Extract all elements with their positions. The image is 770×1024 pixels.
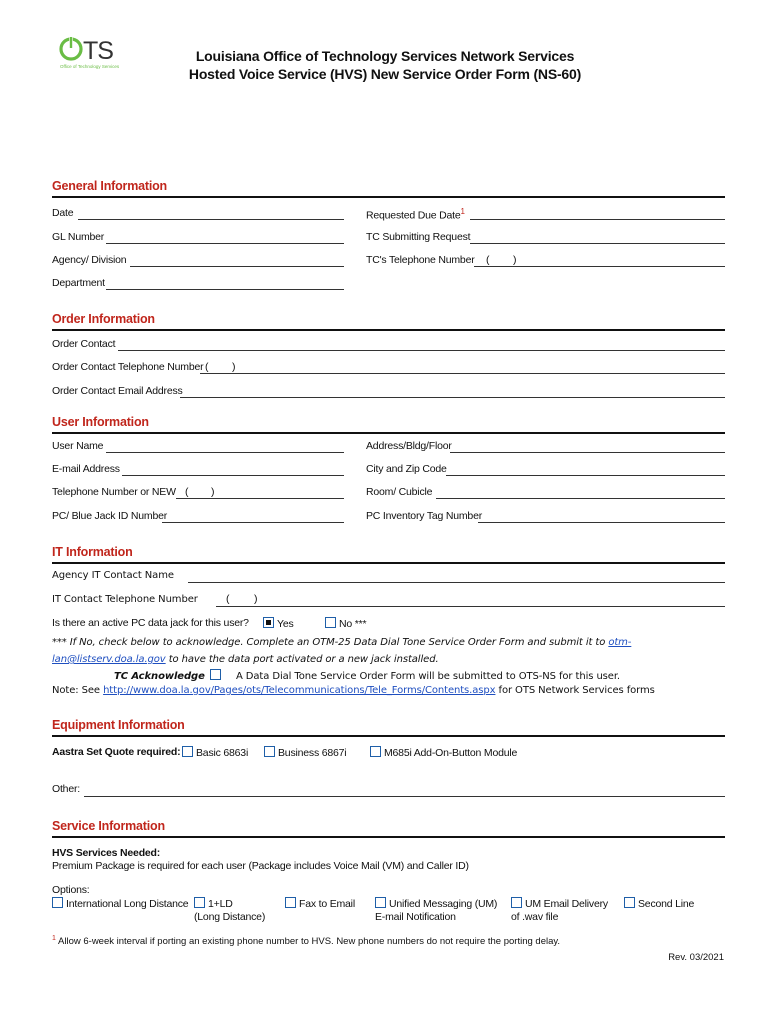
second-line-label: Second Line — [638, 898, 695, 910]
tc-acknowledge-checkbox[interactable] — [210, 669, 221, 680]
fax-email-checkbox[interactable] — [285, 897, 296, 908]
footnote: $^1$ Allow 6-week interval if porting an existing phone number to HVS. New phone numbers do not require the porting delay. — [52, 935, 561, 948]
department-label: Department — [52, 277, 105, 289]
business-6867i-checkbox[interactable] — [264, 746, 275, 757]
room-label: Room/ Cubicle — [366, 486, 433, 498]
business-6867i-label: Business 6867i — [278, 747, 347, 759]
tc-acknowledge-row — [114, 669, 620, 682]
it-phone-field[interactable] — [216, 606, 725, 607]
m685i-option[interactable] — [370, 746, 517, 759]
it-contact-label: Agency IT Contact Name — [52, 570, 174, 581]
user-name-field[interactable] — [106, 452, 344, 453]
jack-id-label: PC/ Blue Jack ID Number — [52, 510, 168, 522]
order-rule — [52, 329, 725, 331]
user-phone-paren-close: ) — [211, 486, 215, 498]
fax-email-label: Fax to Email — [299, 898, 355, 910]
tc-submitting-label: TC Submitting Request — [366, 231, 471, 243]
fax-email-option[interactable] — [285, 897, 355, 910]
email-label: E-mail Address — [52, 463, 120, 475]
yes-checkbox[interactable] — [263, 617, 274, 628]
listserv-link-part1[interactable]: otm- — [608, 637, 632, 648]
it-phone-paren-open: ( — [226, 593, 230, 605]
agency-field[interactable] — [130, 266, 344, 267]
user-rule — [52, 432, 725, 434]
um-label: Unified Messaging (UM) — [389, 898, 498, 910]
it-contact-field[interactable] — [188, 582, 725, 583]
user-phone-paren-open: ( — [185, 486, 189, 498]
tc-acknowledge-text: A Data Dial Tone Service Order Form will be submitted to OTS-NS for this user. — [235, 671, 621, 682]
logo-tagline: Office of Technology Services — [60, 64, 120, 69]
intl-ld-option[interactable] — [52, 897, 188, 910]
um-email-sub-label: of .wav file — [511, 911, 559, 923]
city-zip-field[interactable] — [446, 475, 725, 476]
second-line-option[interactable] — [624, 897, 694, 910]
other-label: Other: — [52, 783, 80, 795]
order-contact-label: Order Contact — [52, 338, 116, 350]
yes-label: Yes — [277, 618, 294, 630]
it-phone-paren-close: ) — [254, 593, 258, 605]
user-phone-field[interactable] — [176, 498, 344, 499]
data-jack-question: Is there an active PC data jack for this user? — [52, 617, 249, 629]
forms-link[interactable]: http://www.doa.la.gov/Pages/ots/Telecommunications/Tele_Forms/Contents.aspx — [103, 685, 496, 696]
service-rule — [52, 836, 725, 838]
m685i-label: M685i Add-On-Button Module — [384, 747, 518, 759]
yes-option[interactable] — [263, 617, 294, 630]
quote-required-label: Aastra Set Quote required: — [52, 746, 181, 758]
form-title-line2: Hosted Voice Service (HVS) New Service Order Form (NS-60) — [188, 66, 582, 82]
order-email-label: Order Contact Email Address — [52, 385, 183, 397]
basic-6863i-option[interactable] — [182, 746, 248, 759]
jack-id-field[interactable] — [162, 522, 344, 523]
general-rule — [52, 196, 725, 198]
address-field[interactable] — [450, 452, 725, 453]
order-phone-paren-open: ( — [205, 361, 209, 373]
tc-phone-paren-close: ) — [513, 254, 517, 266]
other-field[interactable] — [84, 796, 725, 797]
no-checkbox[interactable] — [325, 617, 336, 628]
ld-checkbox[interactable] — [194, 897, 205, 908]
city-zip-label: City and Zip Code — [366, 463, 447, 475]
no-instruction-line2: lan@listserv.doa.la.gov to have the data port activated or a new jack installed. — [52, 654, 439, 665]
um-option[interactable] — [375, 897, 497, 910]
no-instruction-line1: *** If No, check below to acknowledge. Complete an OTM-25 Data Dial Tone Service Order Form and submit it to otm- — [52, 637, 632, 648]
inventory-tag-field[interactable] — [478, 522, 725, 523]
tc-submitting-field[interactable] — [470, 243, 725, 244]
address-label: Address/Bldg/Floor — [366, 440, 452, 452]
order-phone-paren-close: ) — [232, 361, 236, 373]
listserv-link-part2[interactable]: lan@listserv.doa.la.gov — [52, 654, 166, 665]
m685i-checkbox[interactable] — [370, 746, 381, 757]
basic-6863i-checkbox[interactable] — [182, 746, 193, 757]
service-heading: Service Information — [52, 819, 165, 833]
date-label: Date — [52, 207, 74, 219]
tc-acknowledge-label: TC Acknowledge — [114, 671, 205, 682]
user-phone-label: Telephone Number or NEW — [52, 486, 176, 498]
ld-option[interactable] — [194, 897, 233, 910]
email-field[interactable] — [122, 475, 344, 476]
premium-text: Premium Package is required for each user (Package includes Voice Mail (VM) and Caller ID) — [52, 860, 469, 872]
services-needed-label: HVS Services Needed: — [52, 847, 161, 859]
um-checkbox[interactable] — [375, 897, 386, 908]
second-line-checkbox[interactable] — [624, 897, 635, 908]
um-email-label: UM Email Delivery — [525, 898, 608, 910]
ld-sub-label: (Long Distance) — [194, 911, 266, 923]
equipment-rule — [52, 735, 725, 737]
due-date-label: Requested Due Date$^1$ — [366, 207, 465, 222]
order-phone-field[interactable] — [200, 373, 725, 374]
equipment-heading: Equipment Information — [52, 718, 185, 732]
um-sub-label: E-mail Notification — [375, 911, 456, 923]
options-label: Options: — [52, 884, 90, 896]
intl-ld-checkbox[interactable] — [52, 897, 63, 908]
um-email-checkbox[interactable] — [511, 897, 522, 908]
order-phone-label: Order Contact Telephone Number — [52, 361, 204, 373]
ld-label: 1+LD — [208, 898, 233, 910]
order-heading: Order Information — [52, 312, 155, 326]
it-phone-label: IT Contact Telephone Number — [52, 594, 198, 605]
inventory-tag-label: PC Inventory Tag Number — [366, 510, 483, 522]
tc-phone-label: TC's Telephone Number — [366, 254, 475, 266]
order-email-field[interactable] — [180, 397, 725, 398]
form-title-line1: Louisiana Office of Technology Services Network Services — [195, 48, 575, 64]
department-field[interactable] — [106, 289, 344, 290]
svg-text:TS: TS — [83, 37, 113, 65]
agency-label: Agency/ Division — [52, 254, 127, 266]
intl-ld-label: International Long Distance — [66, 898, 189, 910]
no-label: No *** — [339, 618, 367, 630]
revision-label: Rev. 03/2021 — [668, 952, 724, 963]
um-email-option[interactable] — [511, 897, 608, 910]
gl-number-field[interactable] — [106, 243, 344, 244]
basic-6863i-label: Basic 6863i — [196, 747, 249, 759]
general-heading: General Information — [52, 179, 167, 193]
order-contact-field[interactable] — [118, 350, 725, 351]
tc-phone-field[interactable] — [474, 266, 725, 267]
user-heading: User Information — [52, 415, 149, 429]
date-field[interactable] — [78, 219, 344, 220]
gl-number-label: GL Number — [52, 231, 105, 243]
due-date-field[interactable] — [470, 219, 725, 220]
user-name-label: User Name — [52, 440, 104, 452]
it-heading: IT Information — [52, 545, 133, 559]
forms-note: Note: See http://www.doa.la.gov/Pages/ots/Telecommunications/Tele_Forms/Contents.aspx for OTS Network Services forms — [52, 685, 655, 696]
room-field[interactable] — [436, 498, 725, 499]
business-6867i-option[interactable] — [264, 746, 346, 759]
tc-phone-paren-open: ( — [486, 254, 490, 266]
no-option[interactable] — [325, 617, 366, 630]
it-rule — [52, 562, 725, 564]
